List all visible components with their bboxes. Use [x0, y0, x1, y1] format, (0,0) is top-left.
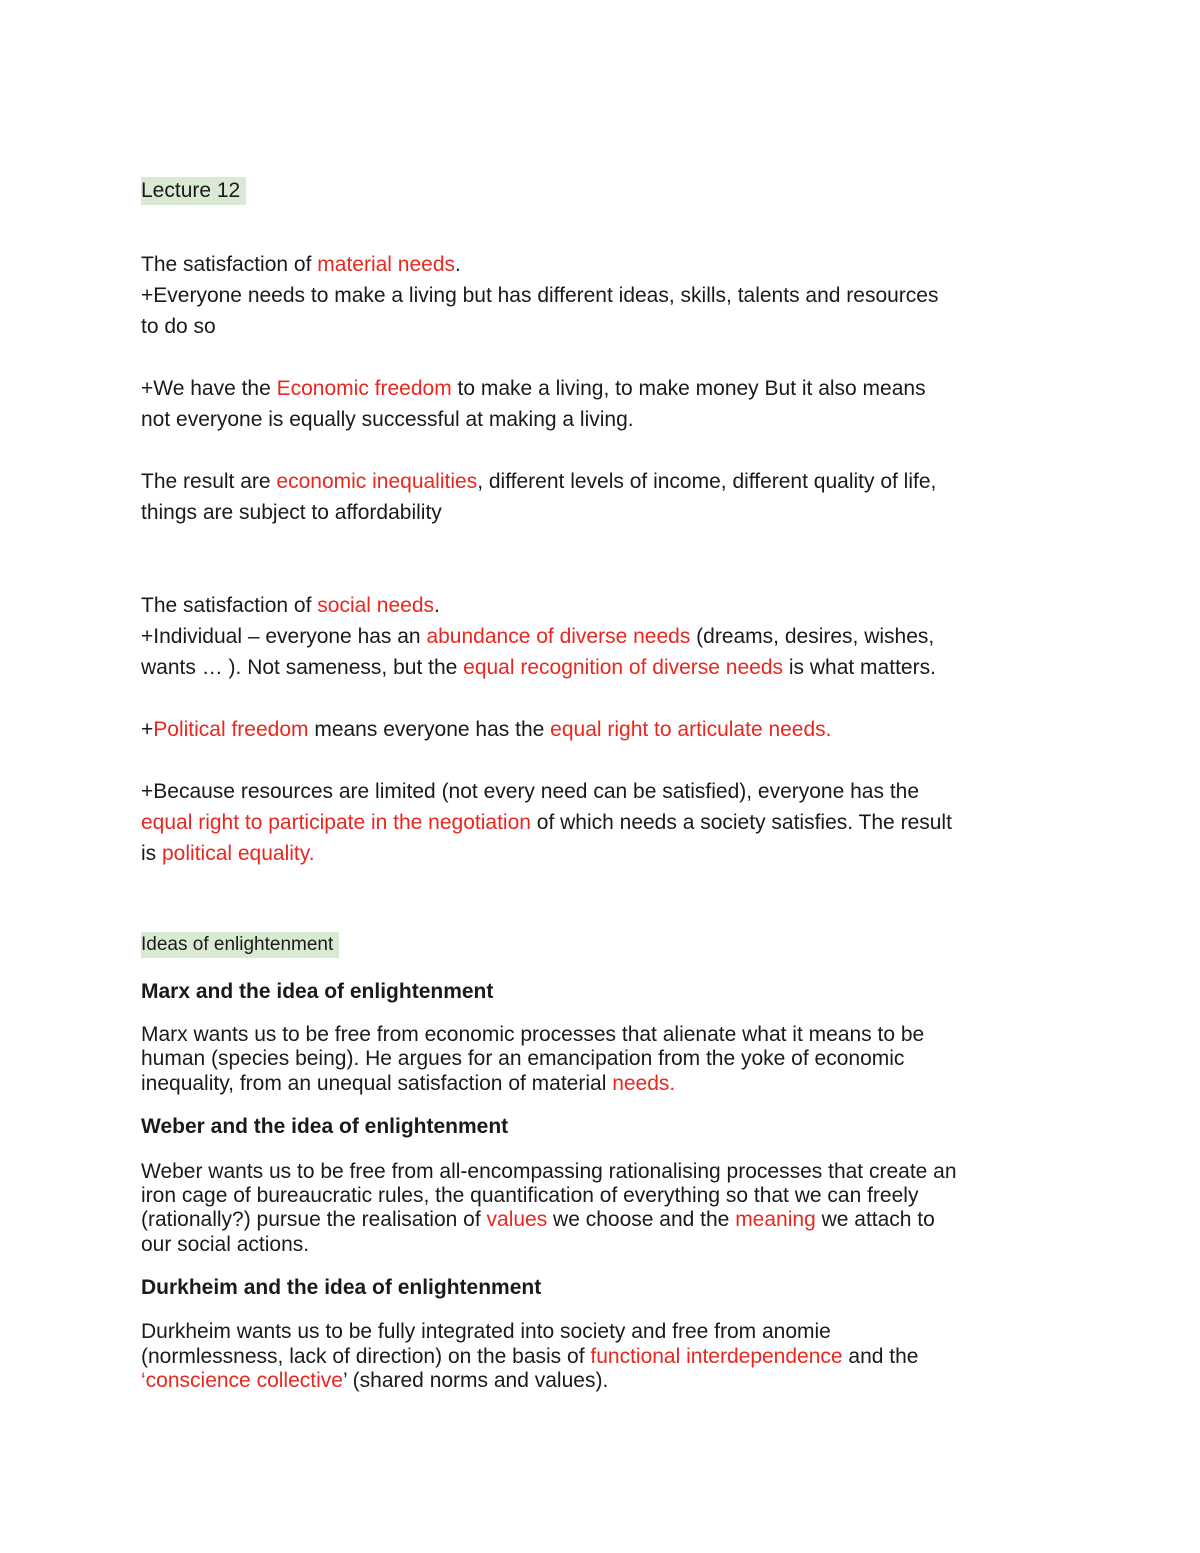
durkheim-heading: Durkheim and the idea of enlightenment: [141, 1276, 542, 1299]
weber-line4: our social actions.: [141, 1233, 310, 1256]
values-term: values: [486, 1208, 548, 1231]
marx-line2: human (species being). He argues for an emancipation from the yoke of economic: [141, 1047, 905, 1070]
weber-line3: (rationally?) pursue the realisation of values we choose and the meaning we attach to: [141, 1208, 935, 1231]
marx-line3: inequality, from an unequal satisfaction of material needs.: [141, 1072, 676, 1095]
weber-line2: iron cage of bureaucratic rules, the quantification of everything so that we can freely: [141, 1184, 919, 1207]
marx-heading: Marx and the idea of enlightenment: [141, 980, 494, 1003]
lecture-highlight: Lecture 12: [141, 177, 246, 205]
equal-right-articulate-term: equal right to articulate needs: [550, 718, 826, 741]
material-p1-line1: +Everyone needs to make a living but has different ideas, skills, talents and resources: [141, 284, 939, 307]
marx-line1: Marx wants us to be free from economic processes that alienate what it means to be: [141, 1023, 925, 1046]
material-needs-term: material needs: [317, 253, 456, 276]
ideas-label: [141, 929, 339, 960]
material-p2-line2: not everyone is equally successful at making a living.: [141, 408, 634, 431]
social-p3-line2: equal right to participate in the negotiation of which needs a society satisfies. The result: [141, 811, 952, 834]
social-p1-line2: wants … ). Not sameness, but the equal recognition of diverse needs is what matters.: [141, 656, 936, 679]
political-equality-term: political equality: [162, 842, 309, 865]
equal-right-participate-term: equal right to participate in the negotiation: [141, 811, 531, 834]
durkheim-line3: ‘conscience collective’ (shared norms and values).: [141, 1369, 609, 1392]
material-p1-line2: to do so: [141, 315, 216, 338]
social-intro: The satisfaction of social needs.: [141, 594, 440, 617]
meaning-term: meaning: [735, 1208, 816, 1231]
durkheim-line2: (normlessness, lack of direction) on the basis of functional interdependence and the: [141, 1345, 919, 1368]
material-p2-line1: +We have the Economic freedom to make a living, to make money But it also means: [141, 377, 926, 400]
conscience-collective-term: conscience collective: [145, 1369, 343, 1392]
functional-interdependence-term: functional interdependence: [590, 1345, 843, 1368]
lecture-label: [141, 175, 246, 206]
material-p3-line1: The result are economic inequalities, different levels of income, different quality of life,: [141, 470, 937, 493]
weber-heading: Weber and the idea of enlightenment: [141, 1115, 509, 1138]
material-intro: The satisfaction of material needs.: [141, 253, 461, 276]
social-p3-line3: is political equality.: [141, 842, 315, 865]
economic-inequalities-term: economic inequalities: [276, 470, 478, 493]
needs-term: needs: [612, 1072, 670, 1095]
weber-line1: Weber wants us to be free from all-encompassing rationalising processes that create an: [141, 1160, 957, 1183]
durkheim-line1: Durkheim wants us to be fully integrated into society and free from anomie: [141, 1320, 831, 1343]
social-p3-line1: +Because resources are limited (not every need can be satisfied), everyone has the: [141, 780, 920, 803]
social-p1-line1: +Individual – everyone has an abundance of diverse needs (dreams, desires, wishes,: [141, 625, 935, 648]
equal-recognition-term: equal recognition of diverse needs: [463, 656, 784, 679]
material-p3-line2: things are subject to affordability: [141, 501, 442, 524]
social-p2-line1: +Political freedom means everyone has the equal right to articulate needs.: [141, 718, 832, 741]
ideas-highlight: Ideas of enlightenment: [141, 932, 339, 958]
economic-freedom-term: Economic freedom: [276, 377, 452, 400]
political-freedom-term: Political freedom: [153, 718, 309, 741]
social-needs-term: social needs: [317, 594, 435, 617]
abundance-term: abundance of diverse needs: [426, 625, 691, 648]
